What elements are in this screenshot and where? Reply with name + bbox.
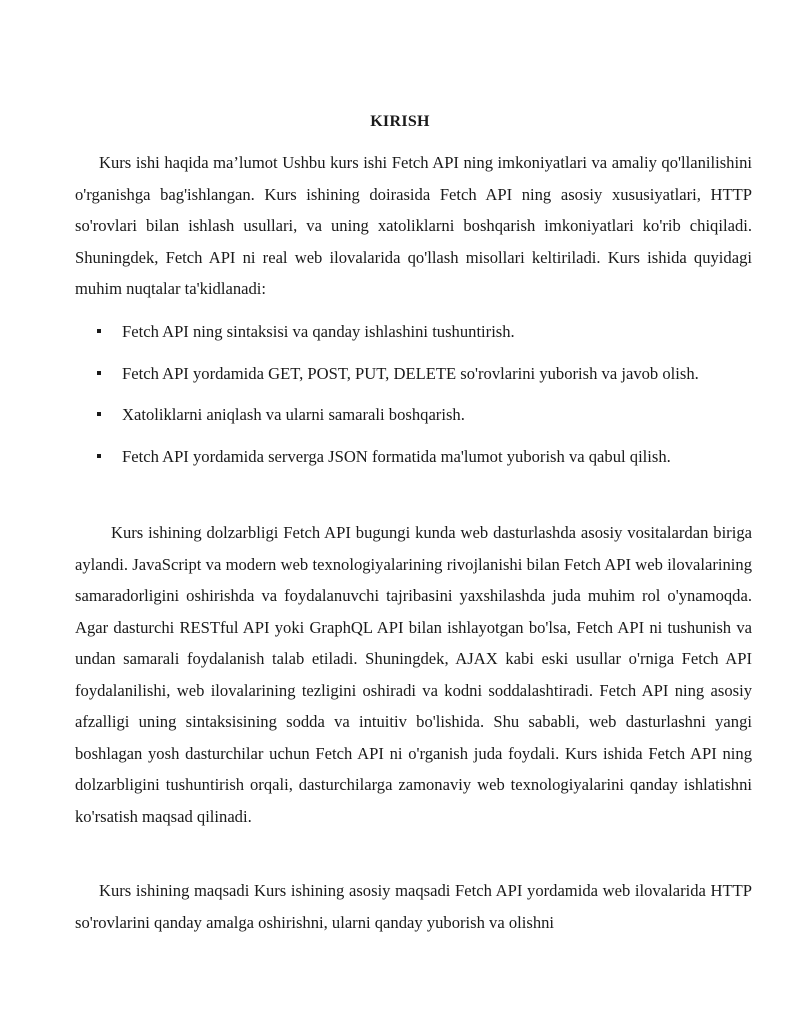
- page-title: KIRISH: [370, 113, 430, 130]
- intro-paragraph: Kurs ishi haqida ma’lumot Ushbu kurs ishi Fetch API ning imkoniyatlari va amaliy qo'llanilishini o'rganishga bag'ishlangan. Kurs ishining doirasida Fetch API ning asosiy xususiyatlari, HTTP so'rovlari bilan ishlash usullari, va uning xatoliklarni boshqarish imkoniyatlari ko'rib chiqiladi. Shuningdek, Fetch API ni real web ilovalarida qo'llash misollari keltiriladi. Kurs ishida quyidagi muhim nuqtalar ta'kidlanadi:: [75, 153, 752, 298]
- list-item-text: Fetch API yordamida serverga JSON formatida ma'lumot yuborish va qabul qilish.: [122, 446, 671, 466]
- bullet-list: [75, 316, 752, 482]
- list-item: [75, 441, 752, 473]
- list-item-text: Xatoliklarni aniqlash va ularni samarali boshqarish.: [122, 405, 465, 424]
- list-item: [75, 399, 752, 431]
- bullet-icon: [97, 371, 101, 375]
- bullet-icon: [97, 412, 101, 416]
- bullet-icon: [97, 454, 101, 458]
- list-item: [75, 316, 752, 348]
- list-item-text: Fetch API yordamida GET, POST, PUT, DELETE so'rovlarini yuborish va javob olish.: [122, 363, 699, 383]
- goal-paragraph: Kurs ishining maqsadi Kurs ishining asosiy maqsadi Fetch API yordamida web ilovalarida HTTP so'rovlarini qanday amalga oshirishni, ularni qanday yuborish va olishni: [75, 881, 752, 932]
- relevance-paragraph: Kurs ishining dolzarbligi Fetch API bugungi kunda web dasturlashda asosiy vositalardan biriga aylandi. JavaScript va modern web texnologiyalarining rivojlanishi bilan Fetch API web ilovalarining samaradorligini oshirishda va foydalanuvchi tajribasini yaxshilashda juda muhim rol o'ynamoqda. Agar dasturchi RESTful API yoki GraphQL API bilan ishlayotgan bo'lsa, Fetch API ni tushunish va undan samarali foydalanish talab etiladi. Shuningdek, AJAX kabi eski usullar o'rniga Fetch API foydalanilishi, web ilovalarining tezligini oshiradi va kodni soddalashtiradi. Fetch API ning asosiy afzalligi uning sintaksisining sodda va intuitiv bo'lishida. Shu sababli, web dasturlashni yangi boshlagan yosh dasturchilar uchun Fetch API ni o'rganish juda foydali. Kurs ishida Fetch API ning dolzarbligini tushuntirish orqali, dasturchilarga zamonaviy web texnologiyalarini qanday ishlatishni ko'rsatish maqsad qilinadi.: [75, 523, 752, 826]
- list-item: [75, 358, 752, 390]
- bullet-icon: [97, 329, 101, 333]
- list-item-text: Fetch API ning sintaksisi va qanday ishlashini tushuntirish.: [122, 322, 515, 341]
